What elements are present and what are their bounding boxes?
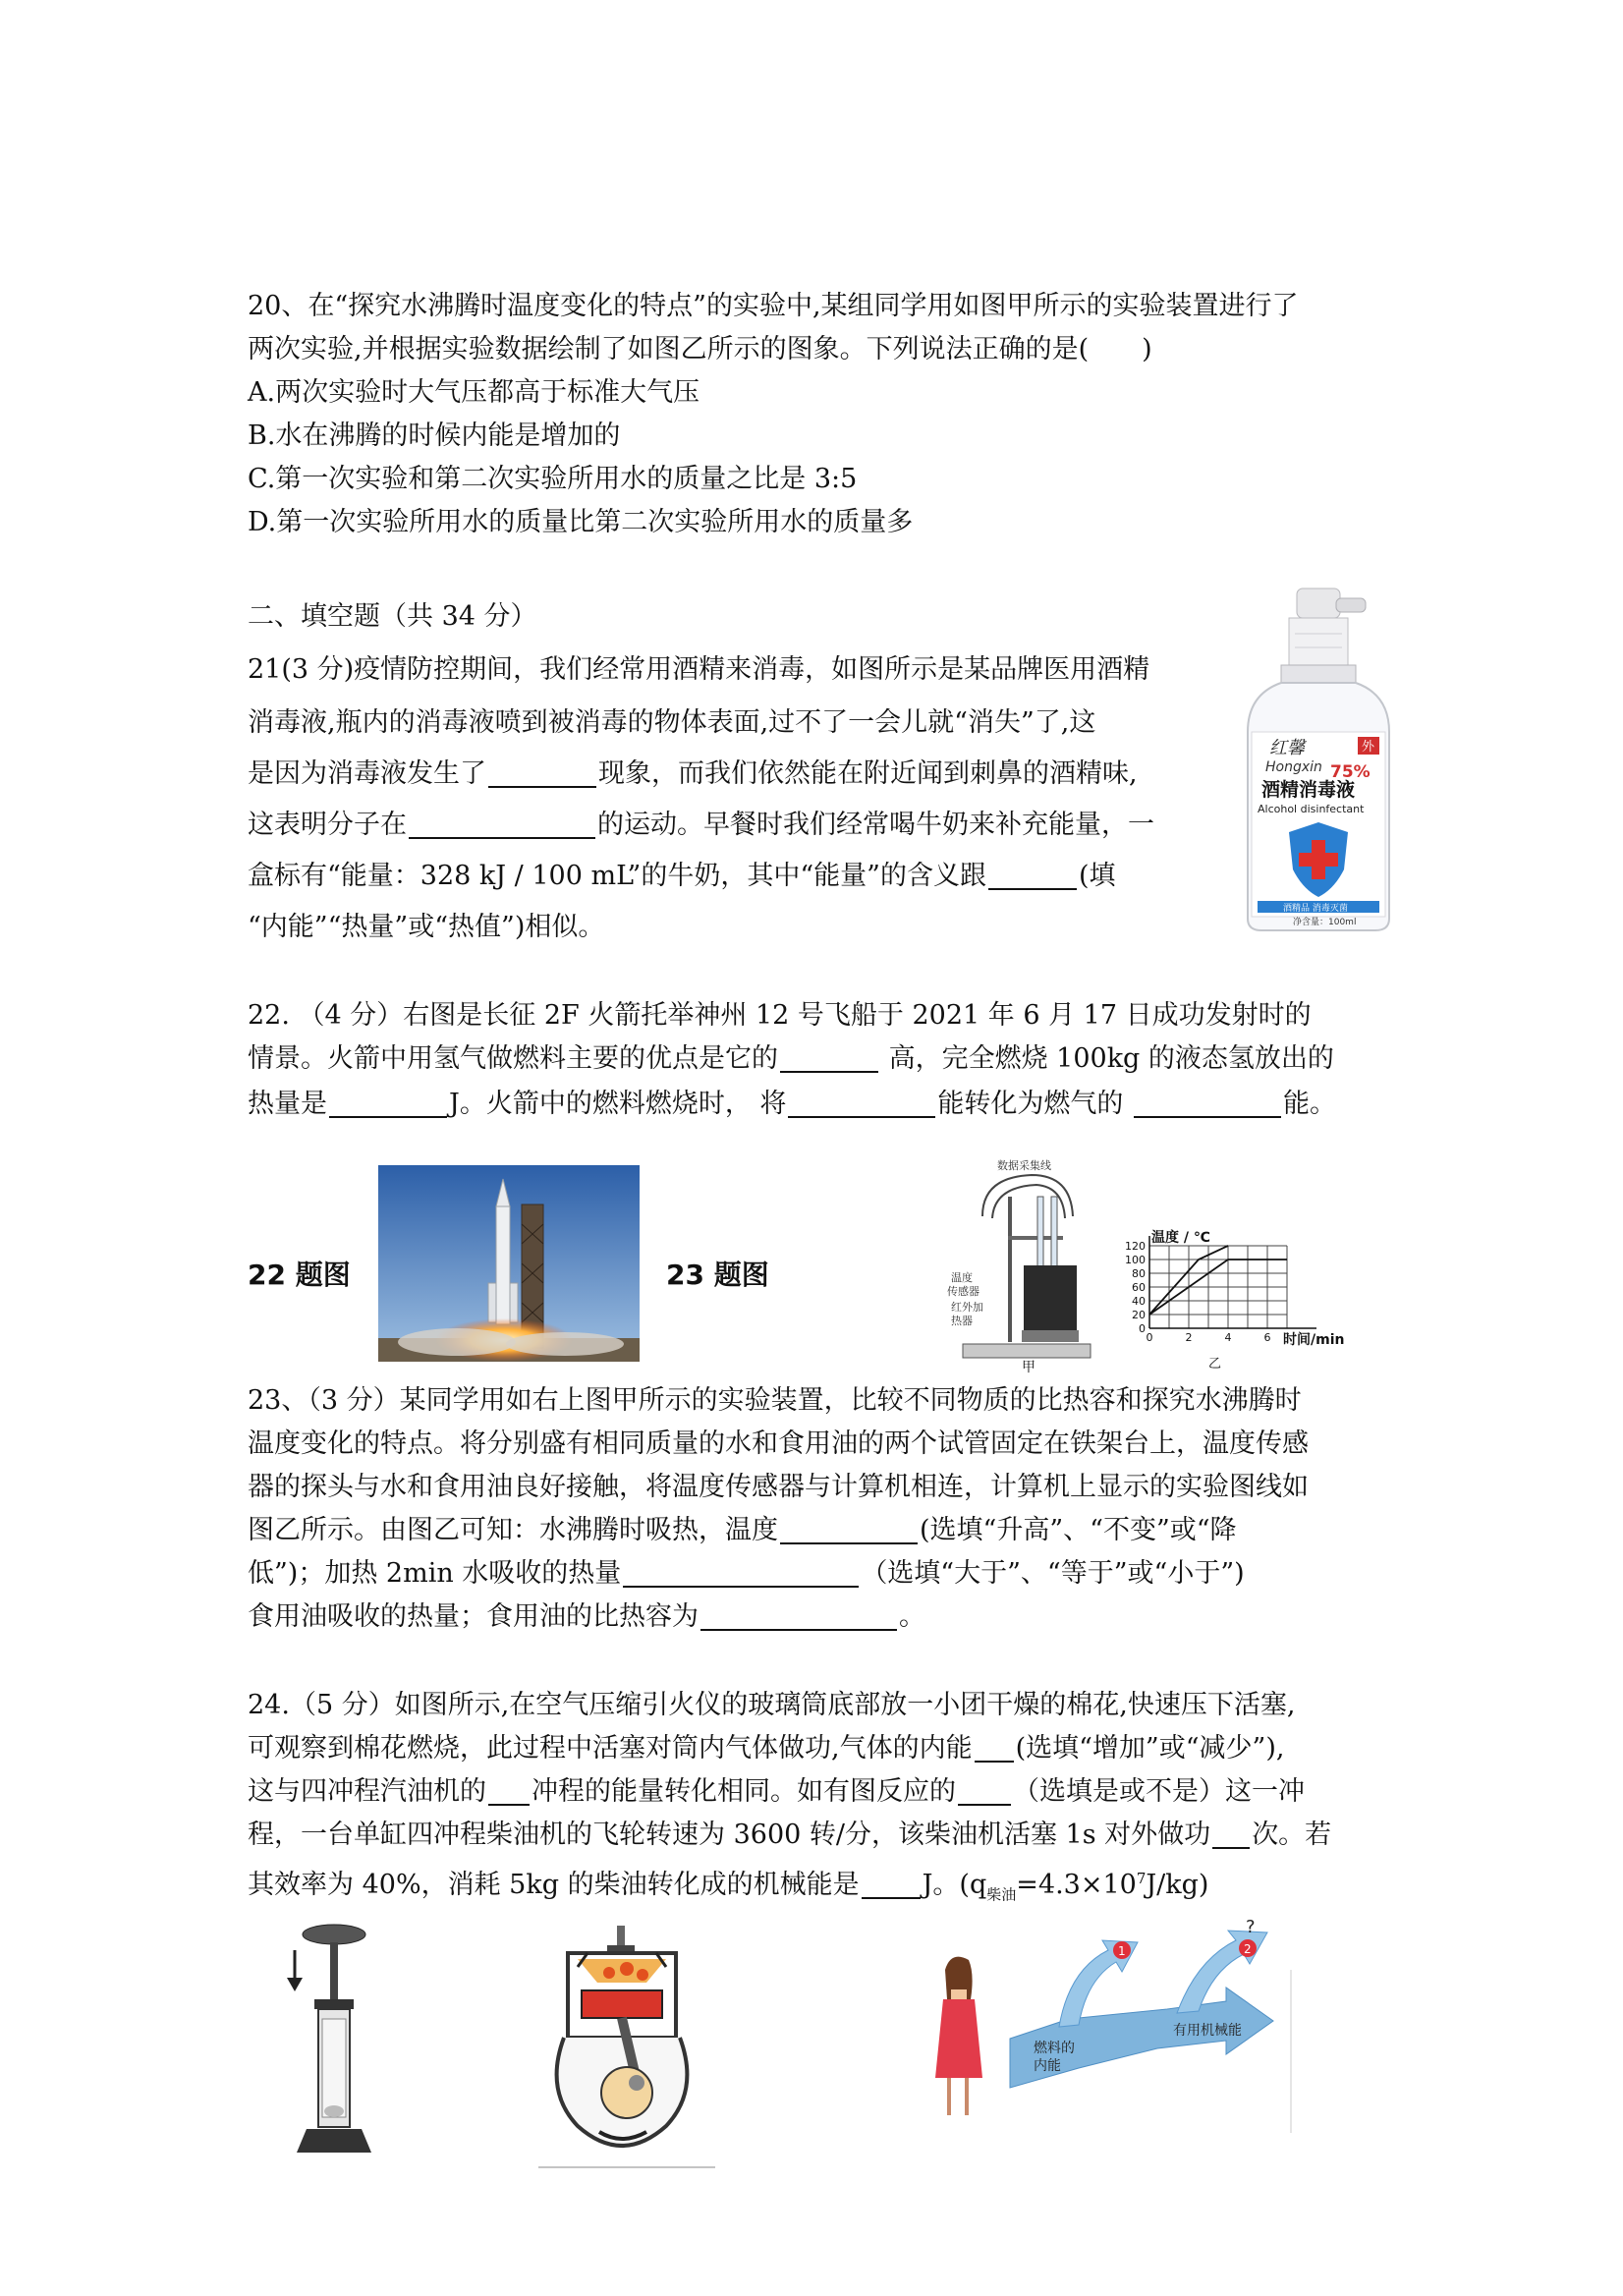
- q20-option-d: D.第一次实验所用水的质量比第二次实验所用水的质量多: [248, 507, 914, 537]
- q21-line5: [248, 855, 1116, 898]
- q24-blank-1[interactable]: [975, 1731, 1014, 1763]
- q22-line2: [248, 1037, 1334, 1081]
- q23-blank-3[interactable]: [700, 1599, 897, 1631]
- energy-conversion-figure: [912, 1911, 1315, 2147]
- q23-line5: [248, 1552, 1245, 1596]
- q21-blank-1[interactable]: [488, 756, 596, 788]
- apparatus-jia-label: 甲: [1022, 1360, 1035, 1373]
- bottle-product-name-en: Alcohol disinfectant: [1258, 803, 1365, 815]
- q24-line2-text-b: (选填“增加”或“减少”),: [1015, 1733, 1285, 1764]
- q23-line5-text-a: 低”)；加热 2min 水吸收的热量: [248, 1558, 622, 1589]
- air-compression-igniter-figure: [277, 1921, 385, 2166]
- q20-option-a: A.两次实验时大气压都高于标准大气压: [248, 377, 700, 408]
- q22-line3-text-d: 能。: [1283, 1089, 1336, 1119]
- section-title: 二、填空题（共 34 分）: [248, 601, 537, 632]
- q23-line6-text-b: 。: [899, 1601, 925, 1632]
- q24-line2: [248, 1727, 1284, 1770]
- disinfectant-bottle-image: [1240, 585, 1397, 938]
- apparatus-heater-label-1: 红外加: [951, 1301, 983, 1314]
- bottle-product-name: 酒精消毒液: [1261, 779, 1356, 801]
- graph-x-tick-label: 0: [1146, 1331, 1153, 1344]
- q23-line5-text-b: （选填“大于”、“等于”或“小于”): [861, 1558, 1245, 1589]
- q24-blank-4[interactable]: [1212, 1818, 1250, 1849]
- apparatus-sensor-label-2: 传感器: [947, 1285, 979, 1298]
- q24-superscript: 7: [1136, 1870, 1147, 1887]
- q24-line4: [248, 1814, 1331, 1857]
- temperature-time-graph: [1110, 1228, 1366, 1371]
- q23-line4: [248, 1509, 1237, 1552]
- q20-option-c: C.第一次实验和第二次实验所用水的质量之比是 3:5: [248, 464, 858, 494]
- q22-line2-text-b: 高，完全燃烧 100kg 的液态氢放出的: [880, 1043, 1334, 1074]
- q20-stem-line2: 两次实验,并根据实验数据绘制了如图乙所示的图象。下列说法正确的是( ): [248, 334, 1152, 364]
- energy-input-label-1: 燃料的: [1034, 2041, 1075, 2056]
- graph-sub-label: 乙: [1208, 1357, 1222, 1371]
- apparatus-sensor-label-1: 温度: [951, 1271, 973, 1284]
- infrared-heater: [1024, 1265, 1077, 1332]
- q20-option-b: B.水在沸腾的时候内能是增加的: [248, 420, 621, 451]
- bottle-tag: 外: [1362, 740, 1375, 755]
- q24-line3-text-c: （选填是或不是）这一冲: [1013, 1776, 1305, 1807]
- engine-piston: [582, 1990, 662, 2018]
- apparatus-cable-label: 数据采集线: [997, 1159, 1051, 1172]
- apparatus-heater-label-2: 热器: [951, 1315, 973, 1327]
- red-cross-horizontal: [1299, 853, 1338, 867]
- graph-y-tick-label: 120: [1125, 1240, 1146, 1253]
- bottle-brand-en: Hongxin: [1265, 759, 1322, 775]
- fig22-label: 22 题图: [248, 1259, 351, 1291]
- graph-y-tick-label: 60: [1132, 1281, 1146, 1294]
- q23-blank-1[interactable]: [780, 1513, 918, 1544]
- spark-plug: [617, 1926, 625, 1947]
- bottle-strip-text: 酒精品 消毒灭菌: [1283, 904, 1348, 914]
- q24-line3: [248, 1770, 1305, 1814]
- q24-line1: 24.（5 分）如图所示,在空气压缩引火仪的玻璃筒底部放一小团干燥的棉花,快速压下活塞,: [248, 1690, 1296, 1720]
- bottle-percent: 75%: [1330, 762, 1371, 782]
- fig23-label: 23 题图: [666, 1259, 769, 1291]
- q24-line3-text-a: 这与四冲程汽油机的: [248, 1776, 486, 1807]
- q23-line4-text-a: 图乙所示。由图乙可知：水沸腾时吸热，温度: [248, 1515, 778, 1545]
- graph-x-tick-label: 2: [1185, 1331, 1193, 1344]
- graph-y-tick-label: 100: [1125, 1254, 1146, 1266]
- q21-line4-text-b: 的运动。早餐时我们经常喝牛奶来补充能量，一: [597, 810, 1154, 840]
- q24-line4-text-b: 次。若: [1252, 1820, 1332, 1850]
- q22-blank-2[interactable]: [329, 1087, 447, 1118]
- q24-line4-text-a: 程，一台单缸四冲程柴油机的飞轮转速为 3600 转/分，该柴油机活塞 1s 对外做功: [248, 1820, 1211, 1850]
- crankshaft: [601, 2067, 652, 2118]
- graph-y-tick-label: 40: [1132, 1295, 1146, 1308]
- graph-y-tick-label: 80: [1132, 1267, 1146, 1280]
- stand-base: [963, 1344, 1091, 1358]
- q24-line5-text-c: =4.3×10: [1016, 1870, 1137, 1900]
- q21-line3-text-a: 是因为消毒液发生了: [248, 758, 486, 789]
- q24-line5: [248, 1857, 1208, 1916]
- q21-line5-text-a: 盒标有“能量：328 kJ / 100 mL”的牛奶，其中“能量”的含义跟: [248, 861, 986, 891]
- rocket-launch-photo: [378, 1165, 640, 1362]
- q24-blank-5[interactable]: [862, 1868, 921, 1899]
- graph-y-tick-label: 0: [1139, 1322, 1146, 1335]
- q22-line3-text-c: 能转化为燃气的: [937, 1089, 1132, 1119]
- q22-line3: [248, 1083, 1336, 1126]
- q24-line5-text-b: J。(q: [922, 1870, 987, 1900]
- four-stroke-engine-figure: [538, 1924, 715, 2169]
- q22-blank-3[interactable]: [788, 1087, 935, 1118]
- q21-line3: [248, 753, 1138, 796]
- q24-blank-3[interactable]: [958, 1774, 1011, 1806]
- q20-stem-line1: 20、在“探究水沸腾时温度变化的特点”的实验中,某组同学用如图甲所示的实验装置进行了: [248, 291, 1299, 321]
- bottle-brand: 红馨: [1269, 738, 1305, 758]
- q22-blank-1[interactable]: [780, 1041, 878, 1073]
- rocket-body: [496, 1206, 510, 1324]
- graph-x-tick-label: 6: [1263, 1331, 1271, 1344]
- q21-line3-text-b: 现象，而我们依然能在附近闻到刺鼻的酒精味,: [598, 758, 1138, 789]
- q24-line5-text-d: J/kg): [1146, 1870, 1209, 1900]
- cotton-ball: [324, 2105, 344, 2117]
- q23-line1: 23、（3 分）某同学用如右上图甲所示的实验装置，比较不同物质的比热容和探究水沸腾时: [248, 1385, 1302, 1416]
- energy-num-2: 2: [1244, 1942, 1252, 1956]
- q21-line2: 消毒液,瓶内的消毒液喷到被消毒的物体表面,过不了一会儿就“消失”了,这: [248, 707, 1096, 738]
- q21-line6: “内能”“热量”或“热值”)相似。: [248, 912, 605, 942]
- energy-output-label: 有用机械能: [1173, 2023, 1242, 2039]
- q23-line2: 温度变化的特点。将分别盛有相同质量的水和食用油的两个试管固定在铁架台上，温度传感: [248, 1428, 1309, 1459]
- energy-question-mark: ?: [1246, 1917, 1256, 1937]
- energy-num-1: 1: [1118, 1944, 1126, 1958]
- q22-line3-text-a: 热量是: [248, 1089, 327, 1119]
- q21-line1: 21(3 分)疫情防控期间，我们经常用酒精来消毒，如图所示是某品牌医用酒精: [248, 654, 1150, 685]
- graph-x-tick-label: 4: [1224, 1331, 1232, 1344]
- q21-blank-3[interactable]: [988, 859, 1077, 890]
- q24-blank-2[interactable]: [488, 1774, 530, 1806]
- graph-y-axis-label: 温度 / ℃: [1151, 1230, 1210, 1246]
- q21-line4: [248, 804, 1154, 847]
- energy-input-label-2: 内能: [1034, 2058, 1061, 2074]
- q24-subscript: 柴油: [986, 1885, 1017, 1904]
- q21-line5-text-b: (填: [1078, 861, 1116, 891]
- bottle-volume: 净含量：100ml: [1293, 918, 1357, 927]
- q24-line3-text-b: 冲程的能量转化相同。如有图反应的: [532, 1776, 956, 1807]
- graph-y-tick-label: 20: [1132, 1309, 1146, 1321]
- q23-blank-2[interactable]: [623, 1556, 859, 1588]
- apparatus-figure-jia: [943, 1157, 1100, 1373]
- q22-line2-text-a: 情景。火箭中用氢气做燃料主要的优点是它的: [248, 1043, 778, 1074]
- q23-line4-text-b: (选填“升高”、“不变”或“降: [920, 1515, 1237, 1545]
- q22-line3-text-b: J。火箭中的燃料燃烧时， 将: [449, 1089, 787, 1119]
- q22-line1: 22. （4 分）右图是长征 2F 火箭托举神州 12 号飞船于 2021 年 6 月 17 日成功发射时的: [248, 1000, 1312, 1031]
- q21-line4-text-a: 这表明分子在: [248, 810, 407, 840]
- q23-line6: [248, 1596, 925, 1639]
- q23-line3: 器的探头与水和食用油良好接触，将温度传感器与计算机相连，计算机上显示的实验图线如: [248, 1472, 1309, 1502]
- q24-line2-text-a: 可观察到棉花燃烧，此过程中活塞对筒内气体做功,气体的内能: [248, 1733, 973, 1764]
- stand-rod: [1008, 1197, 1012, 1342]
- q24-line5-text-a: 其效率为 40%，消耗 5kg 的柴油转化成的机械能是: [248, 1870, 860, 1900]
- q23-line6-text-a: 食用油吸收的热量；食用油的比热容为: [248, 1601, 699, 1632]
- person-dress: [935, 1999, 982, 2078]
- q21-blank-2[interactable]: [409, 808, 595, 839]
- graph-x-axis-label: 时间/min: [1283, 1332, 1345, 1348]
- q22-blank-4[interactable]: [1134, 1087, 1281, 1118]
